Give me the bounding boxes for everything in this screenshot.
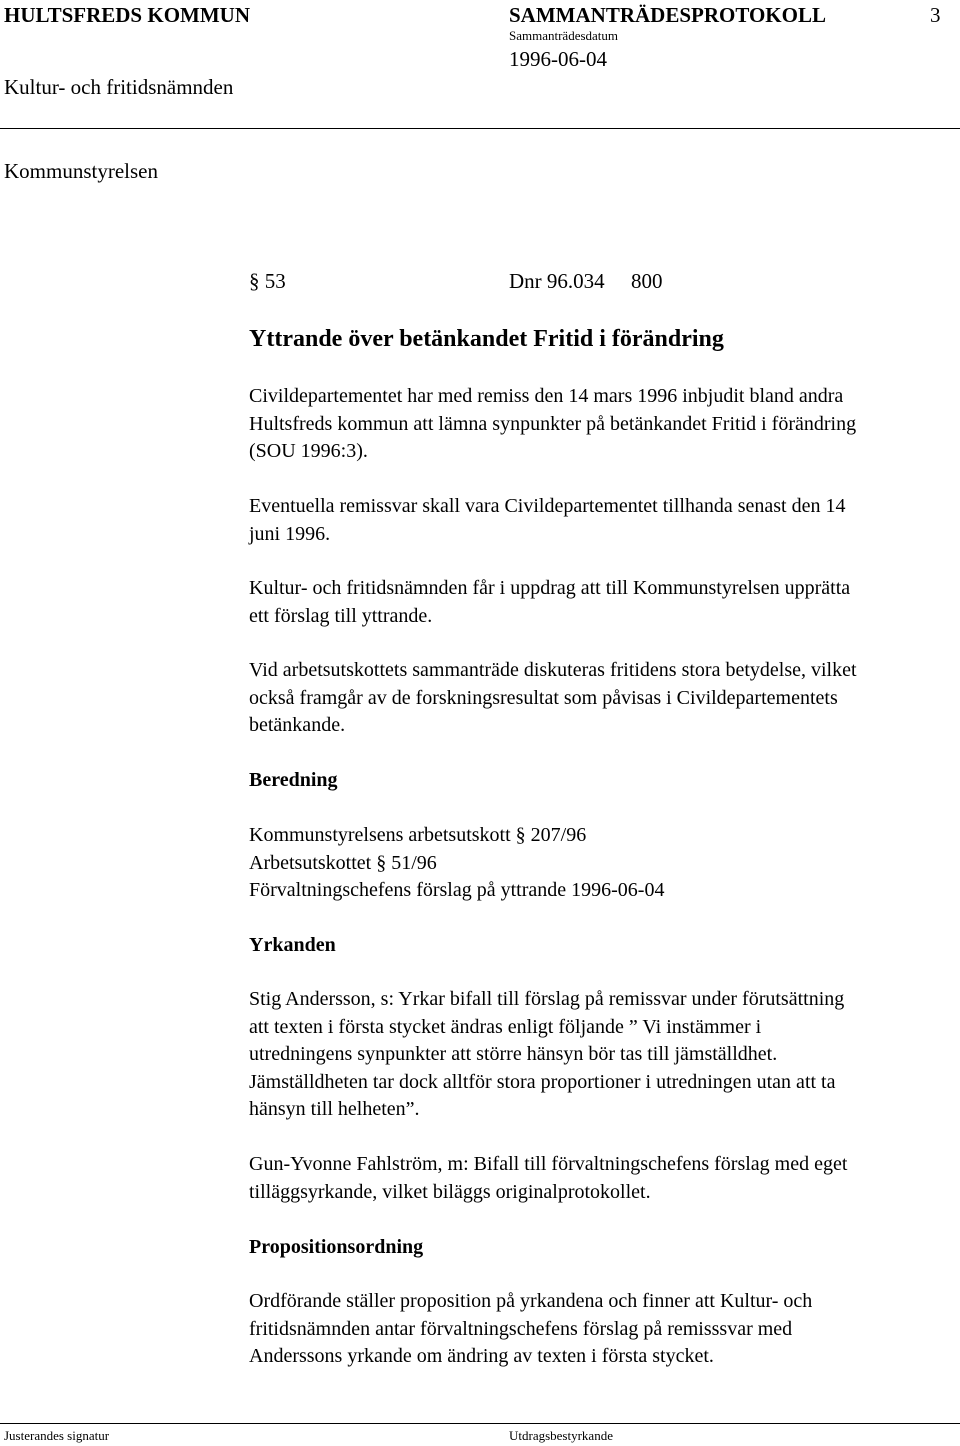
text-line: Jämställdheten tar dock alltför stora proportioner i utredningen utan att ta (249, 1070, 836, 1093)
case-title: Yttrande över betänkandet Fritid i förändring (249, 326, 724, 352)
section-heading-beredning: Beredning (249, 769, 338, 791)
page-number: 3 (930, 3, 941, 27)
document-type: SAMMANTRÄDESPROTOKOLL (509, 3, 826, 27)
header-divider (0, 128, 960, 129)
text-line: Gun-Yvonne Fahlström, m: Bifall till förvaltningschefens förslag med eget (249, 1153, 848, 1175)
footer-certification-label: Utdragsbestyrkande (509, 1428, 613, 1443)
text-line: Förvaltningschefens förslag på yttrande 1996-06-04 (249, 879, 665, 901)
footer-divider (0, 1423, 960, 1424)
text-line: ett förslag till yttrande. (249, 604, 433, 627)
case-dnr-code: 800 (631, 269, 663, 293)
text-line: Ordförande ställer proposition på yrkandena och finner att Kultur- och (249, 1290, 813, 1312)
paragraph-discussion (249, 657, 949, 740)
section-heading-propositionsordning: Propositionsordning (249, 1236, 424, 1258)
case-dnr: Dnr 96.034 (509, 269, 605, 293)
text-line: tilläggsyrkande, vilket biläggs originalprotokollet. (249, 1180, 651, 1203)
meeting-date: 1996-06-04 (509, 47, 607, 71)
text-line: Eventuella remissvar skall vara Civildepartementet tillhanda senast den 14 (249, 495, 846, 517)
paragraph-assignment (249, 575, 949, 630)
text-line: (SOU 1996:3). (249, 440, 368, 462)
yrkande-andersson (249, 986, 949, 1124)
text-line: hänsyn till helheten”. (249, 1098, 420, 1120)
recipient: Kommunstyrelsen (4, 159, 158, 183)
date-label: Sammanträdesdatum (509, 28, 619, 43)
paragraph-remiss (249, 383, 949, 466)
text-line: Civildepartementet har med remiss den 14 mars 1996 inbjudit bland andra (249, 385, 844, 407)
text-line: fritidsnämnden antar förvaltningschefens förslag på remisssvar med (249, 1317, 793, 1340)
text-line: juni 1996. (249, 522, 331, 545)
section-heading-yrkanden: Yrkanden (249, 934, 336, 956)
text-line: Hultsfreds kommun att lämna synpunkter på betänkandet Fritid i förändring (249, 412, 857, 435)
committee-name: Kultur- och fritidsnämnden (4, 75, 234, 99)
text-line: att texten i första stycket ändras enligt följande ” Vi instämmer i (249, 1015, 762, 1038)
text-line: Kultur- och fritidsnämnden får i uppdrag att till Kommunstyrelsen upprätta (249, 577, 851, 599)
propositionsordning-text (249, 1288, 949, 1371)
beredning-list (249, 822, 949, 905)
footer-signature-label: Justerandes signatur (4, 1428, 110, 1443)
text-line: Kommunstyrelsens arbetsutskott § 207/96 (249, 824, 587, 846)
yrkande-fahlstrom (249, 1151, 949, 1206)
text-line: Vid arbetsutskottets sammanträde diskuteras fritidens stora betydelse, vilket (249, 659, 857, 681)
text-line: Arbetsutskottet § 51/96 (249, 851, 437, 874)
text-line: också framgår av de forskningsresultat som påvisas i Civildepartementets (249, 686, 838, 709)
municipality-name: HULTSFREDS KOMMUN (4, 3, 251, 27)
paragraph-deadline (249, 493, 949, 548)
text-line: utredningens synpunkter att större hänsyn bör tas till jämställdhet. (249, 1043, 778, 1065)
text-line: betänkande. (249, 714, 346, 736)
text-line: Stig Andersson, s: Yrkar bifall till förslag på remissvar under förutsättning (249, 988, 845, 1010)
text-line: Anderssons yrkande om ändring av texten i första stycket. (249, 1345, 714, 1367)
paragraph-number: § 53 (249, 269, 286, 293)
